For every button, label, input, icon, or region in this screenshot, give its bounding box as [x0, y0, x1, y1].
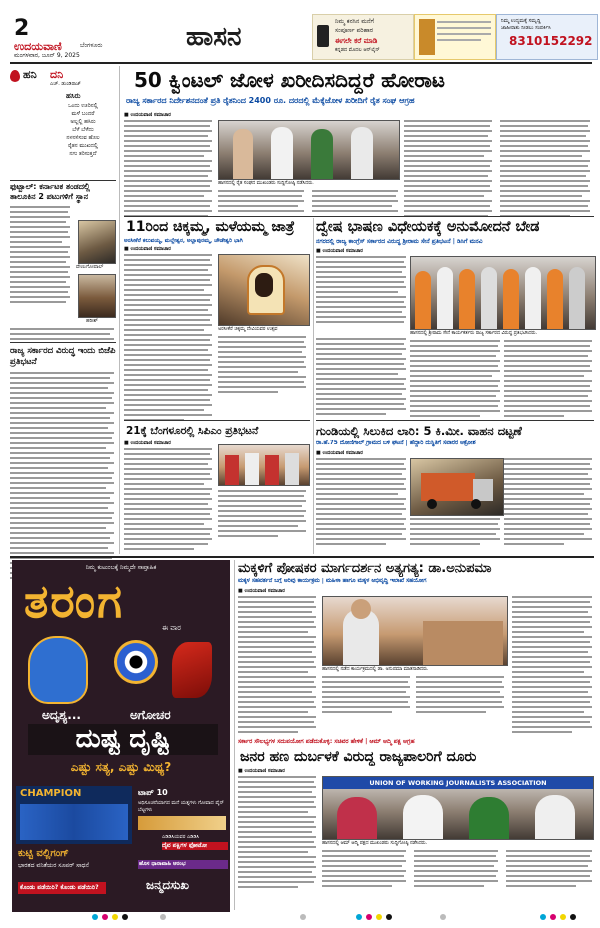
taranga-title: ತರಂಗ	[24, 574, 124, 628]
column-title-b: ದನಿ	[50, 68, 64, 81]
jatre-photo	[218, 254, 310, 326]
governor-photo	[322, 776, 594, 840]
masthead: ಉದಯವಾಣಿ	[14, 40, 62, 53]
poem-line: ನಳನಳಿಸುವ ಹೊಲ	[66, 135, 100, 141]
governor-byline: ■ ಉದಯವಾಣಿ ಸಮಾಚಾರ	[238, 768, 285, 774]
poem-line: ಅಲ್ಲಲ್ಲಿ ಹಸಿರು	[70, 119, 96, 125]
ad-home-highlight: ಈಗಲೇ ಕರೆ ಮಾಡಿ	[335, 37, 378, 45]
poem-line: ನಗು ತರಿಸುತ್ತದೆ	[69, 151, 97, 157]
sidebar	[10, 66, 116, 554]
poem-line: ಮಳೆ ಬಂದರೆ	[71, 111, 95, 117]
taranga-advertisement[interactable]	[12, 560, 230, 912]
lead-subhead: ರಾಜ್ಯ ಸರ್ಕಾರದ ನಿರ್ದೇಶನದಂತೆ ಪ್ರತಿ ರೈತನಿಂದ 2400 ರೂ. ದರದಲ್ಲಿ ಮೆಕ್ಕೆಜೋಳ ಖರೀದಿಗೆ ರೈತ ಸಂಘ ಆಗ್ರಹ	[126, 96, 415, 105]
honey-drop-icon	[10, 70, 20, 82]
hate-photo-caption: ಹಾಸನದಲ್ಲಿ ಶ್ರೀರಾಮ ಸೇನೆ ಕಾರ್ಯಕರ್ತರು ರಾಜ್ಯ ಸರ್ಕಾರದ ವಿರುದ್ಧ ಪ್ರತಿಭಟಿಸಿದರು.	[410, 331, 538, 336]
anupama-headline: ಮಕ್ಕಳಿಗೆ ಪೋಷಕರ ಮಾರ್ಗದರ್ಶನ ಅತ್ಯಗತ್ಯ: ಡಾ.ಅನುಪಮಾ	[238, 561, 492, 576]
header-ad-contact[interactable]	[496, 14, 598, 60]
sidebar-photo-2	[78, 274, 116, 318]
lorry-byline: ■ ಉದಯವಾಣಿ ಸಮಾಚಾರ	[316, 450, 363, 456]
anupama-byline: ■ ಉದಯವಾಣಿ ಸಮಾಚಾರ	[238, 588, 285, 594]
anupama-subhead: ಮಕ್ಕಳ ಸಹವರ್ತನೆ ಬಗ್ಗೆ ಅರಿವು ಕಾರ್ಯಕ್ರಮ | ಮಹಿಳಾ ಹಾಗೂ ಮಕ್ಕಳ ಅಭಿವೃದ್ಧಿ ಇಲಾಖೆ ಸಹಯೋಗ	[238, 578, 427, 584]
chilli-icon	[172, 642, 212, 698]
cpm-headline: 21ಕ್ಕೆ ಬೆಂಗಳೂರಲ್ಲಿ ಸಿಪಿಎಂ ಪ್ರತಿಭಟನೆ	[126, 425, 259, 437]
ad-home-line3: ಕನ್ನಡದ ಮೊದಲ ಆನ್‌ಲೈನ್	[335, 47, 380, 53]
lorry-headline: ಗುಂಡಿಯಲ್ಲಿ ಸಿಲುಕಿದ ಲಾರಿ: 5 ಕಿ.ಮೀ. ವಾಹನ ದಟ್ಟಣೆ	[316, 424, 522, 438]
column-logo	[10, 68, 116, 87]
lead-headline: 50 ಕ್ವಿಂಟಲ್ ಜೋಳ ಖರೀದಿಸದಿದ್ದರೆ ಹೋರಾಟ	[134, 68, 445, 92]
taranga-tag-b: ಅಗೋಚರ	[130, 708, 171, 722]
taranga-right6: ಜನ್ಮದಸುಖ	[146, 878, 190, 892]
lead-photo	[218, 120, 400, 180]
governor-kicker: ಸರ್ಕಾರ ಸೌಲಭ್ಯಗಳ ಸದುಪಯೋಗ ಪಡೆದುಕೊಳ್ಳಿ: ಸಚಿವರ ಹೇಳಿಕೆ | ಆಮ್ ಆದ್ಮಿ ಪಕ್ಷ ಆಗ್ರಹ	[238, 738, 415, 745]
governor-headline: ಜನರ ಹಣ ದುರ್ಬಳಕೆ ವಿರುದ್ಧ ರಾಜ್ಯಪಾಲರಿಗೆ ದೂರು	[240, 749, 477, 765]
print-registration-marks	[0, 914, 600, 922]
hate-subhead: ನಗರದಲ್ಲಿ ರಾಜ್ಯ ಕಾಂಗ್ರೆಸ್ ಸರ್ಕಾರದ ವಿರುದ್ಧ ಶ್ರೀರಾಮ ಸೇನೆ ಪ್ರತಿಭಟನೆ | ಡಿಸಿಗೆ ಮನವಿ	[316, 238, 483, 245]
sidebar-story1-title: ಫುಟ್ಬಾಲ್: ಕರ್ನಾಟಕ ತಂಡದಲ್ಲಿ ತಾಲೂಕಿನ 2 ಪಟುಗಳಿಗೆ ಸ್ಥಾನ	[10, 182, 90, 201]
taranga-top: ನಿಮ್ಮ ಕುಟುಂಬಕ್ಕೆ ನಿಮ್ಮದೇ ಸಾಪ್ತಾಹಿಕ	[85, 564, 157, 571]
sidebar-photo-1-caption: ವೇಣುಗೋಪಾಲ್	[76, 264, 104, 270]
cpm-byline: ■ ಉದಯವಾಣಿ ಸಮಾಚಾರ	[124, 440, 171, 446]
taranga-quiz: ಕೊಂಡು ಪಡೆಯಿರಿ? ಕೊಂಡು ಪಡೆಯಿರಿ?	[18, 882, 106, 894]
cpm-photo	[218, 444, 310, 486]
taranga-big: ದುಷ್ಟ ದೃಷ್ಟಿ	[28, 724, 218, 755]
hate-byline: ■ ಉದಯವಾಣಿ ಸಮಾಚಾರ	[316, 248, 363, 254]
champion-panel	[16, 786, 132, 844]
anupama-photo	[322, 596, 508, 666]
poem-body	[50, 102, 116, 158]
lorry-subhead: ರಾ.ಹೆ.75 ದೋಣಿಗಾಲ್ ಗ್ರಾಮದ ಬಳಿ ಘಟನೆ | ಹೆದ್ದಾರಿ ದುಸ್ಥಿತಿಗೆ ಸವಾರರ ಆಕ್ರೋಶ	[316, 440, 476, 446]
section-title: ಹಾಸನ	[186, 22, 242, 52]
sidebar-photo-1	[78, 220, 116, 264]
column-title-a: ಹನಿ	[23, 68, 37, 81]
taranga-subtitle: ಈ ವಾರ	[162, 624, 181, 632]
poem-line: ರೈತನ ಮುಖದಲ್ಲಿ	[67, 143, 99, 149]
taranga-question: ಎಷ್ಟು ಸತ್ಯ, ಎಷ್ಟು ಮಿಥ್ಯ?	[70, 760, 172, 774]
ad-contact-line2: ಜಾಹೀರಾತು ನೀಡಲು ಸಂಪರ್ಕಿಸಿ	[501, 25, 551, 31]
taranga-right3: ಎಡಿಡಿಸಿಯವರ ಎಡಿಡಿಸಿ	[162, 834, 200, 840]
header-ad-books[interactable]	[414, 14, 496, 60]
taranga-bottom-left: ಕುಟ್ಟಿ ವಲ್ಲಿಗಂಗ್	[18, 848, 69, 859]
column-author: ಎಚ್. ಡುಂಡಿರಾಜ್	[50, 81, 81, 87]
ad-contact-line1: ನಿಮ್ಮ ಉದ್ಯಮಕ್ಕೆ ಸಮೃದ್ಧಿ	[501, 18, 541, 24]
taranga-right1: ಟಾಪ್ 10	[138, 788, 168, 797]
lead-photo-caption: ಹಾಸನದಲ್ಲಿ ರೈತ ಸಂಘದ ಮುಖಂಡರು ಸುದ್ದಿಗೋಷ್ಠಿ ನಡೆಸಿದರು.	[218, 181, 314, 186]
taranga-bottom-left2: ಭಾರತದ ವನಿತೆಯರ ಸೂಪರ್ ಸಾಧನೆ	[18, 862, 89, 869]
jatre-byline: ■ ಉದಯವಾಣಿ ಸಮಾಚಾರ	[124, 246, 171, 252]
ad-home-line2: ಸಂಪೂರ್ಣ ಪರಿಹಾರ	[335, 27, 374, 34]
jatre-photo-caption: ಅರಸೀಕೆರೆ ಚಿಕ್ಕಮ್ಮ ದೇವಿಯವರ ಉತ್ಸವ	[218, 327, 278, 332]
governor-banner: UNION OF WORKING JOURNALISTS ASSOCIATION	[323, 777, 593, 789]
poem-title: ಹಸಿರು	[66, 92, 81, 100]
jatre-headline: 11ರಿಂದ ಚಿಕ್ಕಮ್ಮ, ಮಳೆಯಮ್ಮ ಜಾತ್ರೆ	[126, 219, 295, 235]
hate-headline: ದ್ವೇಷ ಭಾಷಣ ವಿಧೇಯಕಕ್ಕೆ ಅನುಮೋದನೆ ಬೇಡ	[316, 219, 540, 235]
taranga-right5: ಹೊಸ ಧಾರಾವಾಹಿ ಆರಂಭ	[138, 860, 228, 869]
sidebar-photo-2-caption: ಹರೀಶ್	[86, 318, 98, 324]
demon-mask-icon	[28, 636, 88, 704]
page-header	[0, 0, 600, 60]
ad-contact-phone[interactable]: 8310152292	[509, 34, 593, 48]
taranga-tag-a: ಅದೃಶ್ಯ...	[42, 708, 81, 722]
edition-label: ಬೆಂಗಳೂರು	[80, 42, 103, 49]
anupama-photo-caption: ಹಾಸನದಲ್ಲಿ ನಡೆದ ಕಾರ್ಯಕ್ರಮದಲ್ಲಿ ಡಾ. ಅನುಪಮಾ ಮಾತನಾಡಿದರು.	[322, 667, 429, 672]
poem-line: ಒಂದು ಊರಿನಲ್ಲಿ	[68, 103, 98, 109]
evil-eye-icon	[114, 640, 158, 684]
lorry-photo	[410, 458, 504, 516]
poem-line: ಬೆಳೆ ಬೆಳೆದು	[72, 127, 94, 133]
hate-photo	[410, 256, 596, 330]
governor-photo-caption: ಹಾಸನದಲ್ಲಿ ಆಮ್ ಆದ್ಮಿ ಪಕ್ಷದ ಮುಖಂಡರು ಸುದ್ದಿಗೋಷ್ಠಿ ನಡೆಸಿದರು.	[322, 841, 428, 846]
sidebar-story2-title: ರಾಜ್ಯ ಸರ್ಕಾರದ ವಿರುದ್ಧ ಇಂದು ಬಿಜೆಪಿ ಪ್ರತಿಭಟನೆ	[10, 346, 116, 367]
ad-home-line1: ನಿಮ್ಮ ಕನಸಿನ ಮನೆಗೆ	[335, 18, 374, 25]
header-ad-home[interactable]	[312, 14, 414, 60]
page-number: 2	[14, 16, 30, 41]
phone-icon	[317, 25, 329, 47]
lead-byline: ■ ಉದಯವಾಣಿ ಸಮಾಚಾರ	[124, 112, 171, 118]
book-icon	[419, 19, 435, 55]
champion-title: CHAMPION	[20, 788, 82, 799]
date-line: ಮಂಗಳವಾರ, ಜೂನ್ 9, 2025	[14, 52, 80, 59]
taranga-right4: ದೈವ ಪಕ್ಷಿಗಳ ಫೋಟೋ	[162, 842, 228, 850]
taranga-right2: ಅಧಿಸೂಚನೆಯಾಗದ ಮನೆ ಯತ್ನಗಳು ಗೋವಾದ ಪೈನ್ ಬೆಟ್ಟಗಳು	[138, 800, 224, 813]
jatre-subhead: ಅರಸೀಕೆರೆ ಕಲುವಯ್ಯ, ಮಲ್ಲೇಶ್ವರ, ಅಲ್ಲಾಪುರಮ್ಮ, ಚೌಡೇಶ್ವರಿ ಭಾಗಿ	[124, 238, 243, 244]
